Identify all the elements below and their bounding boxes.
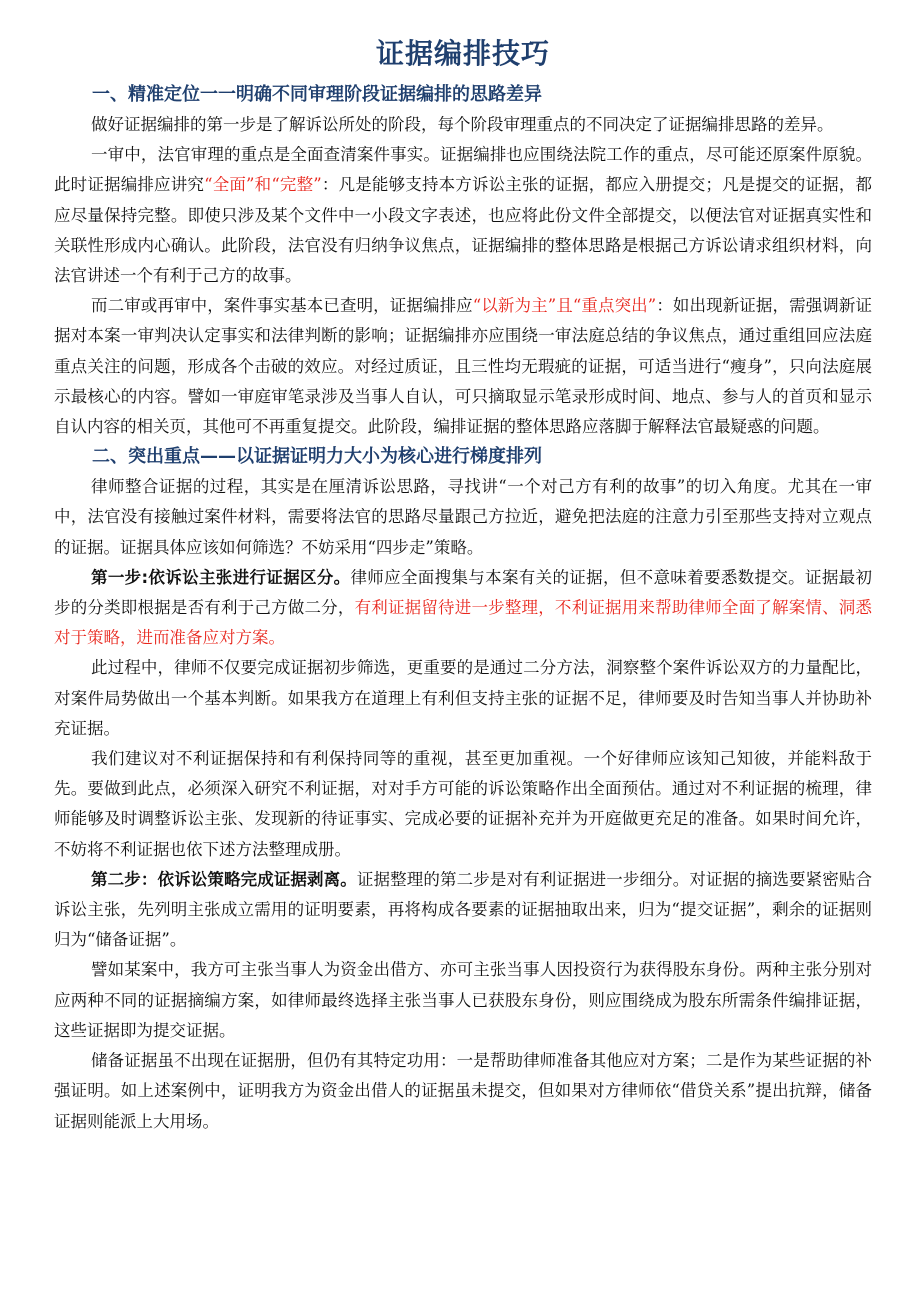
section-2-paragraph-4: 我们建议对不利证据保持和有利保持同等的重视，甚至更加重视。一个好律师应该知己知彼，并能料敌于先。要做到此点，必须深入研究不利证据，对对手方可能的诉讼策略作出全面预估。通过对不利证据的梳理，律师能够及时调整诉讼主张、发现新的待证事实、完成必要的证据补充并为开庭做更充足的准备。如果时间允许，不妨将不利证据也依下述方法整理成册。 — [54, 749, 872, 859]
document-title: 证据编排技巧 — [375, 37, 550, 70]
step-label: 第一步:依诉讼主张进行证据区分。 — [91, 567, 351, 587]
paragraph-text: ：如出现新证据，需强调新证据对本案一审判决认定事实和法律判断的影响；证据编排亦应围绕一审法庭总结的争议焦点，通过重组回应法庭重点关注的问题，形成各个击破的效应。对经过质证，且三性均无瑕疵的证据，可适当进行“瘦身”，只向法庭展示最核心的内容。譬如一审庭审笔录涉及当事人自认，可只摘取显示笔录形成时间、地点、参与人的首页和显示自认内容的相关页，其他可不再重复提交。此阶段，编排证据的整体思路应落脚于解释法官最疑惑的问题。 — [54, 296, 873, 437]
section-1-heading: 一、精准定位一一明确不同审理阶段证据编排的思路差异 — [92, 84, 542, 105]
emphasis-text: “全面”和“完整” — [204, 175, 322, 195]
section-2-paragraph-2 — [54, 563, 872, 654]
paragraph-text: 律师应全面搜集与本案有关的证据，但不意味着要悉数提交。证据最初步的分类即根据是否有利于己方做二分， — [54, 567, 872, 618]
section-2-paragraph-5 — [54, 865, 872, 956]
section-2-paragraph-6: 譬如某案中，我方可主张当事人为资金出借方、亦可主张当事人因投资行为获得股东身份。两种主张分别对应两种不同的证据摘编方案，如律师最终选择主张当事人已获股东身份，则应围绕成为股东所需条件编排证据，这些证据即为提交证据。 — [54, 960, 872, 1040]
paragraph-text: 一审中，法官审理的重点是全面查清案件事实。证据编排也应围绕法院工作的重点，尽可能还原案件原貌。此时证据编排应讲究 — [54, 145, 872, 195]
paragraph-text: 证据整理的第二步是对有利证据进一步细分。对证据的摘选要紧密贴合诉讼主张，先列明主张成立需用的证明要素，再将构成各要素的证据抽取出来，归为“提交证据”，剩余的证据则归为“储备证据”。 — [54, 869, 873, 950]
paragraph-text: ：凡是能够支持本方诉讼主张的证据，都应入册提交；凡是提交的证据，都应尽量保持完整。即使只涉及某个文件中一小段文字表述，也应将此份文件全部提交，以便法官对证据真实性和关联性形成内心确认。此阶段，法官没有归纳争议焦点，证据编排的整体思路是根据己方诉讼请求组织材料，向法官讲述一个有利于己方的故事。 — [54, 175, 873, 286]
emphasis-text: “以新为主”且“重点突出” — [472, 296, 657, 316]
section-2-heading: 二、突出重点——以证据证明力大小为核心进行梯度排列 — [92, 446, 542, 468]
paragraph-text: 而二审或再审中，案件事实基本已查明，证据编排应 — [91, 296, 473, 316]
emphasis-text: 有利证据留待进一步整理，不利证据用来帮助律师全面了解案情、洞悉对于策略，进而准备应对方案。 — [54, 598, 873, 648]
section-2-paragraph-7: 储备证据虽不出现在证据册，但仍有其特定功用：一是帮助律师准备其他应对方案；二是作为某些证据的补强证明。如上述案例中，证明我方为资金出借人的证据虽未提交，但如果对方律师依“借贷关系”提出抗辩，储备证据则能派上大用场。 — [54, 1051, 872, 1131]
section-1-paragraph-2 — [54, 140, 872, 291]
section-2-paragraph-1: 律师整合证据的过程，其实是在厘清诉讼思路，寻找讲“一个对己方有利的故事”的切入角度。尤其在一审中，法官没有接触过案件材料，需要将法官的思路尽量跟己方拉近，避免把法庭的注意力引至那些支持对立观点的证据。证据具体应该如何筛选？不妨采用“四步走”策略。 — [54, 477, 872, 557]
section-1-paragraph-3 — [54, 291, 872, 442]
section-1-paragraph-1: 做好证据编排的第一步是了解诉讼所处的阶段，每个阶段审理重点的不同决定了证据编排思路的差异。 — [91, 115, 834, 134]
step-label: 第二步：依诉讼策略完成证据剥离。 — [91, 869, 357, 889]
section-2-paragraph-3: 此过程中，律师不仅要完成证据初步筛选，更重要的是通过二分方法，洞察整个案件诉讼双方的力量配比，对案件局势做出一个基本判断。如果我方在道理上有利但支持主张的证据不足，律师要及时告知当事人并协助补充证据。 — [54, 658, 872, 738]
